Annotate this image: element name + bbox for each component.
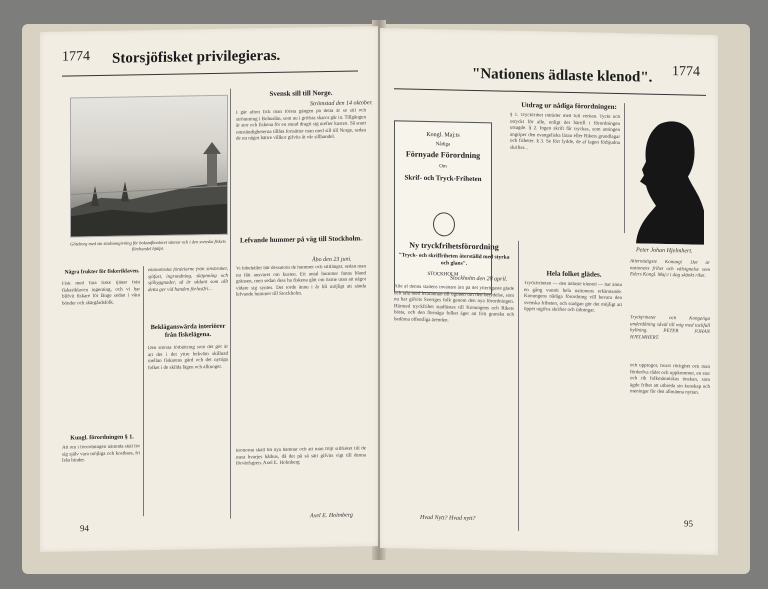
- engraving-caption: Göteborg med sin stadsomgivning för bokstafkontoret sännar och i den svenska fiskets förehandel hjälpt.: [70, 238, 226, 251]
- middle-intro-text: ekonomiska fördelarne från sinsbruket, sjöfart, ingrundning, sköpnning och sjöbyggnader, så är sådant som allt detta ger vid handen förlustfri...: [148, 266, 228, 293]
- footnote: Hvad Nytt? Hvad nytt?: [420, 514, 476, 523]
- proclamation-line-5: Skrif- och Tryck-Friheten: [404, 173, 482, 184]
- main-body: Alle af denna stadens invånare äro på det ytterligaste glade och tala med hvarannan till ögonen om den betydelse, som nu har gifvits Sveriges folk genom den nya förordningen. Härmed tryckfrihet stadfästes till Konungens och Rikets bästa, och den förmåga folket äger att fritt granska och bedöma offentliga ärenden.: [394, 284, 514, 324]
- ordinance-note-head: Kungl. förordningen § 1.: [70, 434, 134, 442]
- sidebar-head: Några frukter för fiskeriklaven.: [64, 268, 140, 276]
- left-page: [40, 26, 378, 552]
- gladness-head: Hela folket glädes.: [546, 269, 602, 279]
- right-header-rule: [394, 88, 706, 96]
- sidebar-body: Fisk med fina fiske tjänar från fiskeriklaven ingenting, och vi har blifvit fiskare för länge sedan i våra bönder och skärgårdsfolk.: [62, 280, 140, 307]
- portrait-quote: Allernådigste Konung! Det är nationens frihet och välsignelse som Eders Kongl. Maj:t i dag skänkt riket.: [630, 259, 710, 280]
- middle-body: Den största förbättring som det gör är att det i det yttre bekväm skillnad mellan fiskarens gård och det nyttiga folket i de skilda lägen och allmoger.: [148, 344, 228, 371]
- article-sill-dateline: Strömstad den 14 oktober.: [310, 100, 373, 108]
- right-page-number: 95: [684, 518, 693, 529]
- proclamation-line-1: Kongl. Maj:ts: [426, 131, 460, 139]
- right-column-rule-2: [624, 103, 625, 233]
- right-page-title: "Nationens ädlaste klenod".: [472, 65, 653, 86]
- harbor-engraving-image: [70, 95, 228, 238]
- article-hummer-body: Vi bibehåller här dessutom de hummer och sillfångst, sedan man nu fått ansvaret om kusten. Ett antal hummer fanns bland gränsen, men sedan dess ha fiskena gått om öarne utan att något vidare sig syntes. Det torde ännu i år bli möjligt att sända lefvande hummer till Stockholm.: [236, 264, 366, 298]
- middle-head: Bekläganswärda interiörer från fiskelägena.: [150, 322, 226, 339]
- left-page-title: Storsjöfisket privilegieras.: [112, 47, 281, 67]
- proclamation-line-4: Om: [439, 164, 447, 170]
- proclamation-imprint: STOCKHOLM: [427, 271, 459, 278]
- left-column-rule-1: [143, 266, 144, 516]
- right-column-rule-1: [518, 241, 519, 531]
- harbor-engraving-drawing: [71, 96, 227, 237]
- main-dateline: Stockholm den 28 april.: [450, 275, 508, 283]
- gladness-body: Tryckfriheten — den ädlaste klenod — har ännu en gång vunnit hela nationens erkännande. Konungens nådiga förordning vill bevara den svenska friheten, och stadgan gör det möjligt att öppet utgifva skrifter och tidningar.: [524, 281, 622, 314]
- left-page-year: 1774: [62, 49, 90, 65]
- main-subhead: "Tryck- och skriffriheten återställd med styrka och glans".: [398, 252, 510, 267]
- ordinance-note-body: Att om i förordningen nämnda skäl för sig själv vara möjliga och kostbara, fri från hinder.: [62, 444, 140, 464]
- silhouette-portrait-image: [630, 113, 710, 245]
- lower-right-body: och upptogor, hvars rörlighet ock man förderfva rådet och uppkommer, en stor och rik folkmänniskas önskan, som ägde frihet att utbreda sin kunskap och meningar för den allmänna nyttan.: [630, 363, 710, 397]
- left-header-rule: [62, 70, 358, 76]
- crown-seal-icon: [433, 212, 455, 236]
- article-hummer-head: Lefvande hummer på väg till Stockholm.: [240, 234, 362, 245]
- portrait-name-caption: Peter Johan Hjelmhert.: [636, 247, 693, 255]
- main-head: Ny tryckfrihetsförordning: [409, 240, 499, 252]
- left-page-number: 94: [80, 523, 89, 534]
- right-page-year: 1774: [672, 64, 700, 80]
- portrait-caption: Tryckfriheter och Kongeliga underdåning såväl till mig med tackfull hyllning. PETER JOHAN HJELMHERT.: [630, 315, 710, 341]
- article-sill-body: I går afton fick man första gången på detta år se sill och strömming i Bohuslän, som nu i gröfsta skaror går in. Tillgången är stor och fiskena för en stund dragit sig utefter kusten. Så snart omständigheterna tillåta fortsätter man med sill till Norge, sedan de nu något bättre villkor gifvits åt vår sillhandel.: [236, 108, 366, 142]
- right-page: [380, 28, 718, 555]
- proclamation-line-3: Förnyade Förordning: [405, 149, 481, 161]
- article-sill-head: Svensk sill till Norge.: [269, 88, 333, 98]
- proclamation-line-2: Nådiga: [435, 142, 451, 148]
- signature-column-body: kronorna skall bli nya hamnar och att man följt sillfisket till de mest hvarjes båthus, då det på så sätt gifvits vigt till denna förvärfsgren. Axel E. Holmberg: [236, 446, 366, 467]
- excerpt-head: Utdrag ur nådiga förordningen:: [521, 100, 617, 111]
- article-hummer-dateline: Åbo den 23 juni.: [312, 256, 352, 264]
- excerpt-body: § 1. Tryckfrihet inträder med full verkan. Tyckt och otryckt för alle, enligt det härtill i förordningen utsagde. § 2. Ingen skrift får tryckas, som antingen angriper den evangeliska läran eller Rikets grundlagar och friheter. § 3. Se förr lydde, de af lagen förbjudna skrifter...: [510, 112, 620, 152]
- left-column-rule-2: [230, 89, 231, 519]
- article-signature: Axel E. Holmberg: [310, 512, 353, 520]
- proclamation-facsimile: [394, 120, 492, 294]
